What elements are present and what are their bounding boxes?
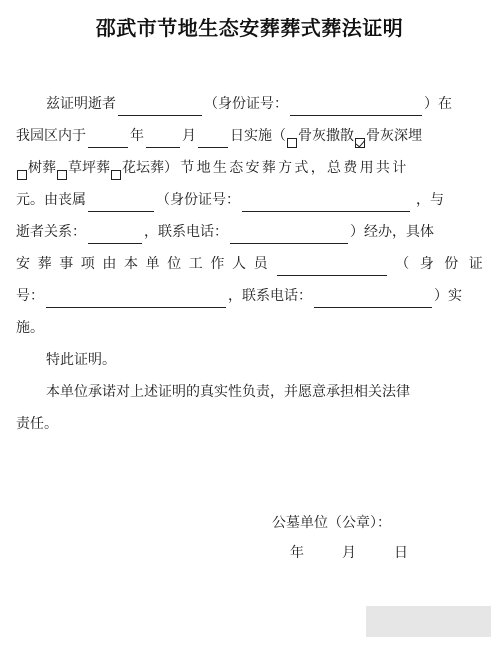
text-line-8	[16, 316, 486, 340]
text-line-9	[16, 348, 486, 372]
cemetery-seal-label: 公墓单位（公章）：	[272, 515, 391, 531]
handled-by-text: ）经办，具体	[350, 224, 434, 240]
text-line-3	[16, 156, 486, 180]
text-line-2	[16, 124, 486, 148]
month-label: 月	[182, 128, 196, 144]
text-line-6	[16, 252, 494, 276]
document-title: 邵武市节地生态安葬葬式葬法证明	[95, 16, 404, 40]
relative-phone-field[interactable]	[230, 226, 348, 244]
commitment-line-1: 本单位承诺对上述证明的真实性负责，并愿意承担相关法律	[46, 384, 410, 400]
staff-id-label-cont: 号：	[16, 288, 44, 304]
checkbox-ash-bury[interactable]	[355, 138, 365, 148]
option-flowerbed-burial: 花坛葬	[122, 160, 164, 176]
staff-id-label: （身份证	[395, 256, 494, 272]
text-line-4	[16, 188, 486, 212]
hereby-certify: 特此证明。	[46, 352, 116, 368]
date-intro: 我园区内于	[16, 128, 86, 144]
staff-id-field[interactable]	[46, 290, 226, 308]
relative-name-field[interactable]	[88, 194, 154, 212]
year-field[interactable]	[88, 130, 128, 148]
implemented-end: 施。	[16, 320, 44, 336]
option-tree-burial: 树葬	[28, 160, 56, 176]
staff-name-field[interactable]	[277, 258, 387, 276]
day-label: 日实施（	[230, 128, 286, 144]
text-line-5	[16, 220, 486, 244]
text-in: ）在	[424, 96, 452, 112]
month-field[interactable]	[146, 130, 180, 148]
relationship-field[interactable]	[88, 226, 142, 244]
signature-date	[290, 542, 408, 562]
option-ash-scatter: 骨灰撒散	[298, 128, 354, 144]
sign-day: 日	[394, 545, 408, 561]
text-with: ，与	[416, 192, 444, 208]
relationship-label: 逝者关系：	[16, 224, 86, 240]
relative-id-field[interactable]	[242, 194, 410, 212]
gray-footer-block	[366, 606, 491, 637]
relative-id-label: （身份证号：	[156, 192, 240, 208]
text-line-7	[16, 284, 486, 308]
staff-label: 安葬事项由本单位工作人员	[16, 256, 276, 272]
text-line-1	[16, 92, 486, 116]
option-lawn-burial: 草坪葬	[68, 160, 110, 176]
staff-phone-label: ，联系电话：	[228, 288, 312, 304]
deceased-label: 兹证明逝者	[46, 96, 116, 112]
commitment-line-2: 责任。	[16, 416, 58, 432]
year-label: 年	[130, 128, 144, 144]
yuan-relative-label: 元。由丧属	[16, 192, 86, 208]
deceased-id-field[interactable]	[290, 98, 422, 116]
sign-month: 月	[342, 545, 356, 561]
checkbox-lawn-burial[interactable]	[57, 170, 67, 180]
text-line-10	[16, 380, 486, 404]
text-line-11	[16, 412, 486, 436]
checkbox-tree-burial[interactable]	[17, 170, 27, 180]
checkbox-flowerbed-burial[interactable]	[111, 170, 121, 180]
staff-phone-field[interactable]	[314, 290, 432, 308]
sign-year: 年	[290, 545, 304, 561]
id-number-label: （身份证号：	[204, 96, 288, 112]
checkbox-ash-scatter[interactable]	[287, 138, 297, 148]
relative-phone-label: ，联系电话：	[144, 224, 228, 240]
day-field[interactable]	[198, 130, 228, 148]
option-ash-bury: 骨灰深埋	[366, 128, 422, 144]
total-cost-text: ）节地生态安葬方式，总费用共计	[164, 160, 409, 176]
implemented-text: ）实	[434, 288, 462, 304]
deceased-name-field[interactable]	[118, 98, 202, 116]
